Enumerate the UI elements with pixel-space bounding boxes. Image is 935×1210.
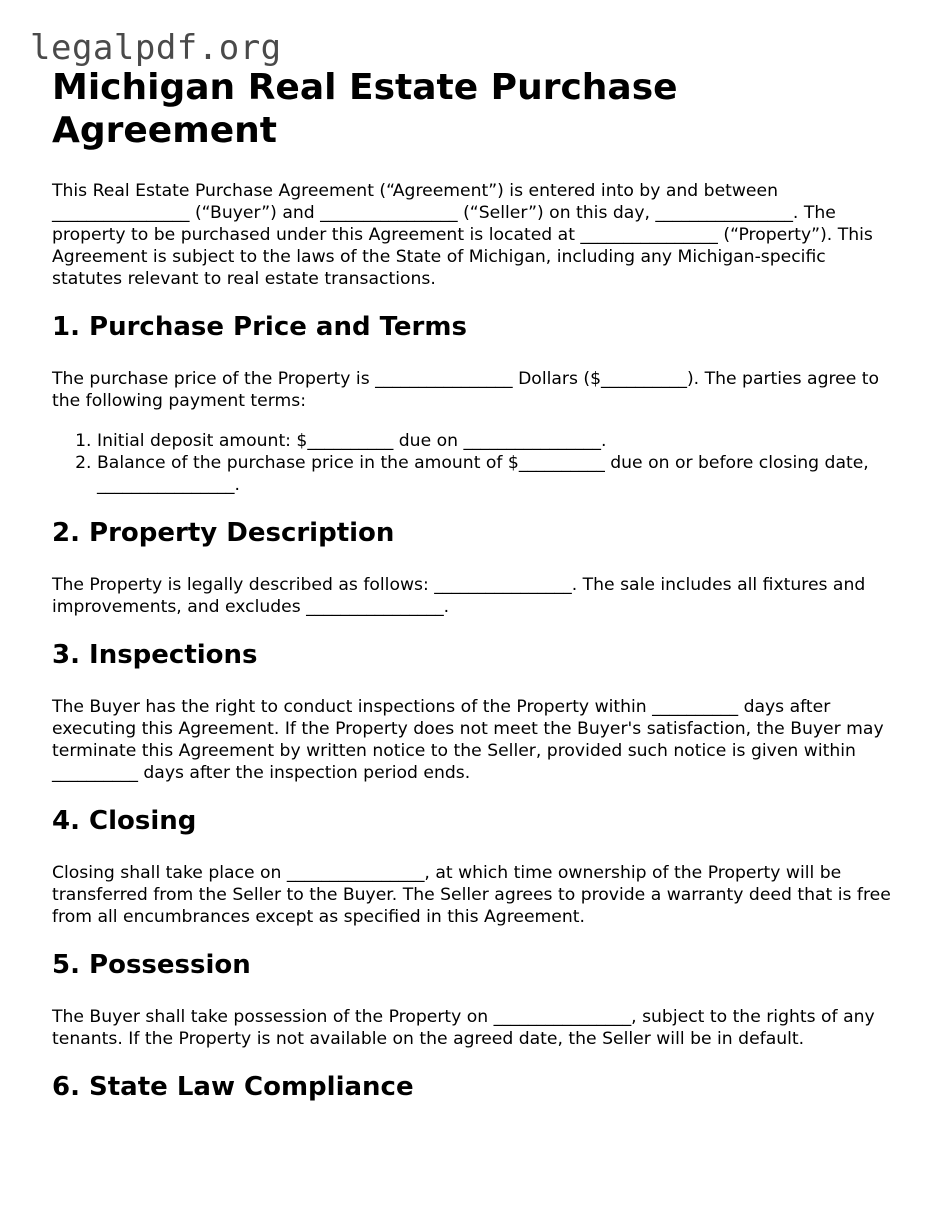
list-item: 2. Balance of the purchase price in the amount of $__________ due on or before closing date, ________________. [97, 452, 892, 496]
document-page [52, 64, 892, 1103]
section-heading-closing: 4. Closing [52, 806, 197, 836]
section-body-possession: The Buyer shall take possession of the Property on ________________, subject to the rights of any tenants. If the Property is not available on the agreed date, the Seller will be in default. [52, 1007, 875, 1049]
payment-terms-list [52, 430, 892, 496]
section-heading-inspections: 3. Inspections [52, 640, 258, 670]
section-body-inspections: The Buyer has the right to conduct inspections of the Property within __________ days after executing this Agreement. If the Property does not meet the Buyer's satisfaction, the Buyer may terminate this Agreement by written notice to the Seller, provided such notice is given within __________ days after the inspection period ends. [52, 697, 884, 783]
intro-paragraph: This Real Estate Purchase Agreement (“Agreement”) is entered into by and between ________________ (“Buyer”) and ________________ (“Seller”) on this day, ________________. The property to be purchased under this Agreement is located at ________________ (“Property”). This Agreement is subject to the laws of the State of Michigan, including any Michigan-specific statutes relevant to real estate transactions. [52, 181, 873, 289]
section-body-property-description: The Property is legally described as follows: ________________. The sale includes all fixtures and improvements, and excludes ________________. [52, 575, 866, 617]
document-title: Michigan Real Estate Purchase Agreement [52, 67, 678, 151]
list-item: 1. Initial deposit amount: $__________ due on ________________. [97, 430, 892, 452]
section-heading-property-description: 2. Property Description [52, 518, 395, 548]
section-body-purchase-price: The purchase price of the Property is ________________ Dollars ($__________). The parties agree to the following payment terms: [52, 369, 880, 411]
section-heading-state-law: 6. State Law Compliance [52, 1072, 414, 1102]
watermark: legalpdf.org [30, 28, 282, 68]
section-heading-possession: 5. Possession [52, 950, 251, 980]
section-heading-purchase-price: 1. Purchase Price and Terms [52, 312, 467, 342]
section-body-closing: Closing shall take place on ________________, at which time ownership of the Property will be transferred from the Seller to the Buyer. The Seller agrees to provide a warranty deed that is free from all encumbrances except as specified in this Agreement. [52, 863, 891, 927]
